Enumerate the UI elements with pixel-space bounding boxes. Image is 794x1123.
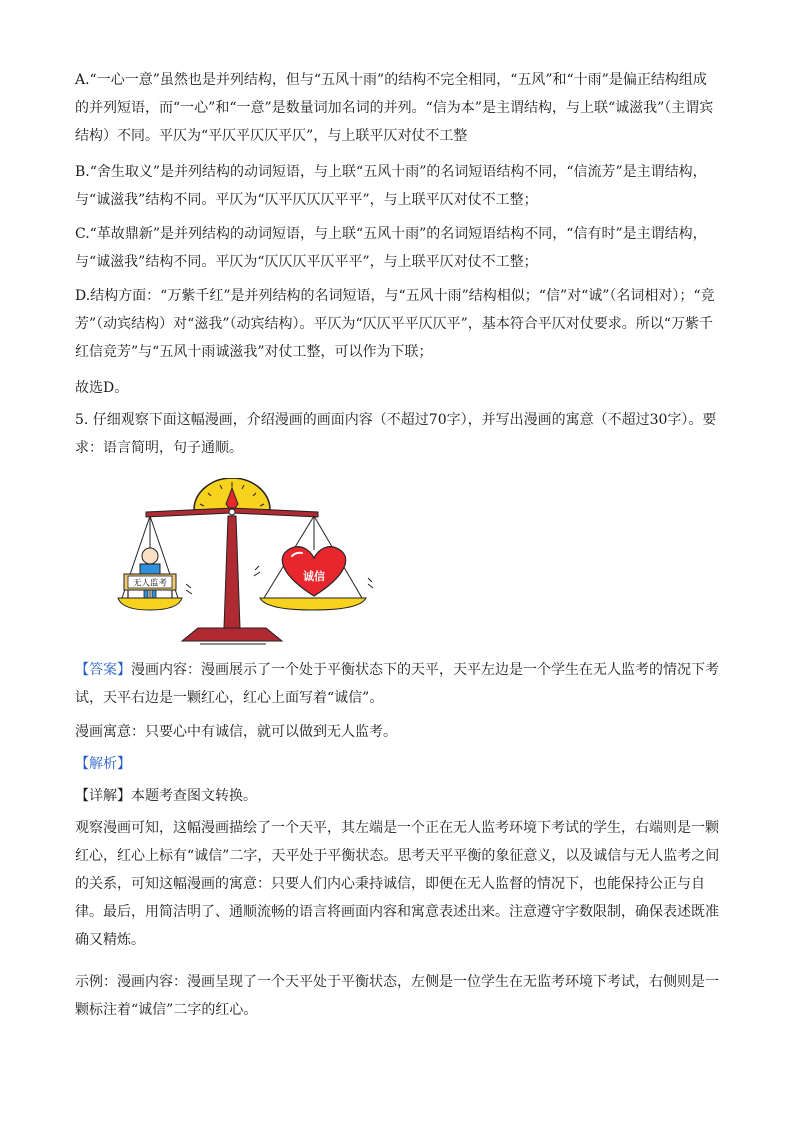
scale-dial <box>194 478 270 512</box>
desk-sign-text: 无人监考 <box>132 578 168 589</box>
red-heart <box>282 547 345 596</box>
option-a: A.“一心一意”虽然也是并列结构，但与“五风十雨”的结构不完全相同，“五风”和“十雨”是偏正结构组成的并列短语，而“一心”和“一意”是数量词加名词的并列。“信为本”是主谓结构，与上联“诚滋我”（主谓宾结构）不同。平仄为“平仄平仄仄平仄”，与上联平仄对仗不工整 <box>75 72 714 144</box>
answer-meaning: 漫画寓意：只要心中有诚信，就可以做到无人监考。 <box>75 724 397 740</box>
scale-stand <box>182 516 282 644</box>
option-b: B.“舍生取义”是并列结构的动词短语，与上联“五风十雨”的名词短语结构不同，“信流芳”是主谓结构，与“诚滋我”结构不同。平仄为“仄平仄仄仄平平”，与上联平仄对仗不工整； <box>75 164 707 208</box>
answer-tag: 【答案】 <box>75 662 131 678</box>
right-pan <box>260 598 366 610</box>
left-pan <box>118 598 182 610</box>
balance-scale-cartoon <box>116 478 376 648</box>
heart-label: 诚信 <box>303 570 325 583</box>
detail-paragraph <box>75 782 720 810</box>
detail-text: 本题考查图文转换。 <box>131 788 257 804</box>
detail-tag: 【详解】 <box>75 788 131 804</box>
answer-paragraph <box>75 656 720 712</box>
option-d: D.结构方面：“万紫千红”是并列结构的名词短语，与“五风十雨”结构相似；“信”对“诚”（名词相对）；“竞芳”（动宾结构）对“滋我”（动宾结构）。平仄为“仄仄平平仄仄平”，基本符合平仄对仗要求。所以“万紫千红信竞芳”与“五风十雨诚滋我”对仗工整，可以作为下联； <box>75 288 715 360</box>
conclusion: 故选D。 <box>75 380 129 396</box>
analysis-tag <box>75 750 720 778</box>
answer-content: 漫画内容：漫画展示了一个处于平衡状态下的天平，天平左边是一个学生在无人监考的情况下考试，天平右边是一颗红心，红心上面写着“诚信”。 <box>75 662 719 706</box>
analysis-body: 观察漫画可知，这幅漫画描绘了一个天平，其左端是一个正在无人监考环境下考试的学生，右端则是一颗红心，红心上标有“诚信”二字，天平处于平衡状态。思考天平平衡的象征意义，以及诚信与无人监考之间的关系，可知这幅漫画的寓意：只要人们内心秉持诚信，即便在无人监督的情况下，也能保持公正与自律。最后，用简洁明了、通顺流畅的语言将画面内容和寓意表述出来。注意遵守字数限制，确保表述既准确又精炼。 <box>75 820 720 948</box>
analysis-label: 【解析】 <box>75 756 131 772</box>
question-5: 5. 仔细观察下面这幅漫画，介绍漫画的画面内容（不超过70字），并写出漫画的寓意（不超过30字）。要求：语言简明，句子通顺。 <box>75 412 717 456</box>
example-paragraph: 示例：漫画内容：漫画呈现了一个天平处于平衡状态，左侧是一位学生在无监考环境下考试，右侧则是一颗标注着“诚信”二字的红心。 <box>75 974 719 1018</box>
option-c: C.“革故鼎新”是并列结构的动词短语，与上联“五风十雨”的名词短语结构不同，“信有时”是主谓结构，与“诚滋我”结构不同。平仄为“仄仄仄平仄平平”，与上联平仄对仗不工整； <box>75 226 707 270</box>
